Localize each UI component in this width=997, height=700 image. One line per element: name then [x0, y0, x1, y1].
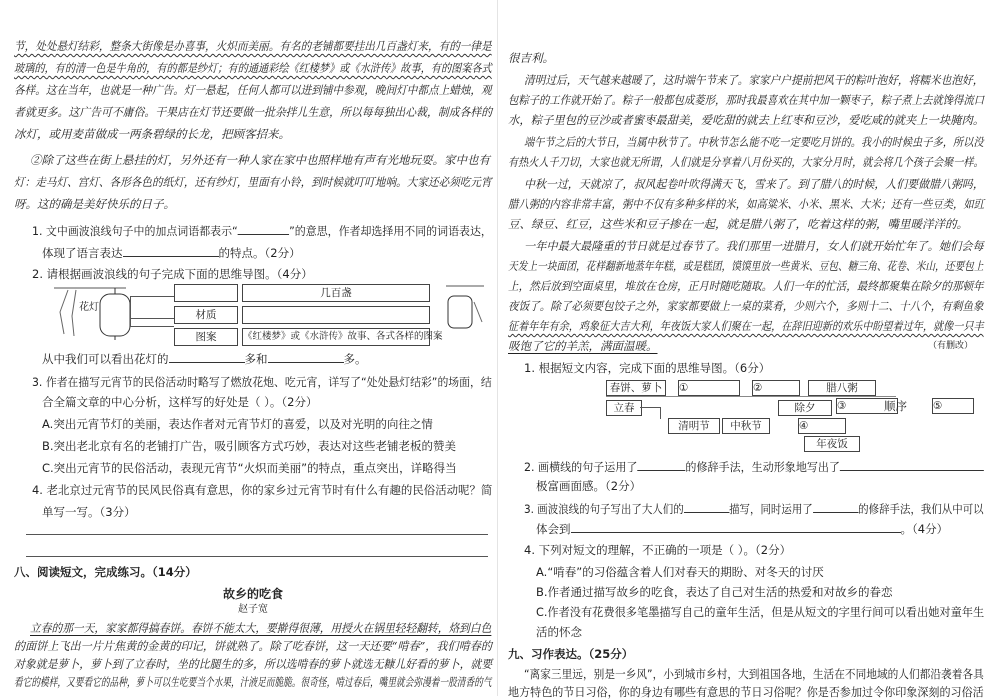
question-3-line2: 合全篇文章的中心分析，这样写的好处是（ ）。（2分） — [42, 395, 318, 409]
section-9-heading: 九、习作表达。（25分） — [508, 647, 634, 661]
passage-line: 节，处处悬灯结彩，整条大街像是办喜事，火炽而美丽。有名的老铺都要挂出几百盏灯来，有的一律是 — [14, 39, 492, 53]
question-2-line2: 极富画面感。（2分） — [536, 479, 642, 493]
festival-box: 中秋节 — [722, 418, 770, 434]
essay-line: 中秋一过，天就凉了，叔风起卷叶吹得满天飞，雪来了。到了腊八的时候，人们要做腊八粥吗， — [524, 177, 984, 191]
question-3-line2 — [536, 520, 948, 537]
essay-line: 包粽子的工作就开始了。粽子一般都包成菱形，那时我最喜欢在其中加一颗枣子，粽子煮上去就馋得流口 — [508, 93, 985, 107]
essay-title: 故乡的吃食 — [222, 587, 283, 601]
source-note: （有删改） — [928, 341, 974, 351]
underlined-text: 立春的那一天，家家都得搞春饼。春饼不能太大，要擀得很薄，用授火在锅里轻轻翻转，烙到白色 — [30, 621, 492, 635]
question-text: 从中我们可以看出花灯的 — [42, 352, 169, 366]
connector — [606, 396, 896, 397]
essay-line — [30, 620, 491, 636]
answer-blank[interactable] — [813, 500, 858, 513]
connector — [130, 318, 174, 319]
underlined-text: 吸饱了它的羊羔，满面温暖。 — [508, 339, 658, 353]
essay-line: 很吉利。 — [508, 51, 554, 65]
essay-line: 对象就是萝卜，萝卜到了立春时，坐的比腿生的多，所以选啃春的萝卜就选无糠儿好看的萝卜，就要 — [14, 657, 493, 671]
mindmap-material-box: 材质 — [174, 306, 238, 324]
order-label: 顺序 — [884, 399, 907, 413]
festival-box: 立春 — [606, 400, 642, 416]
lantern-label: 花灯 — [79, 302, 99, 313]
question-text: 的特点。（2分） — [218, 246, 301, 260]
food-blank-box[interactable]: ① — [678, 380, 740, 396]
question-text: 体会到 — [536, 522, 571, 536]
essay-line: 腊八粥的内容非常丰富，粥中不仅有多种多样的米，如高粱米、小米、黑米、大米；还有一些豆类，如豇 — [508, 197, 985, 211]
composition-line: “离家三里远，别是一乡风”，小到城市乡村，大到祖国各地，生活在不同地域的人们都沿袭着各具 — [524, 667, 984, 681]
connector — [130, 326, 174, 327]
option-a[interactable]: A.“啃春”的习俗蕴含着人们对春天的期盼、对冬天的讨厌 — [536, 565, 824, 579]
mindmap-design-box: 图案 — [174, 328, 238, 346]
page-fold — [497, 0, 498, 696]
passage-line: ②除了这些在街上悬挂的灯，另外还有一种人家在家中也照样地有声有光地玩耍。家中也有 — [30, 153, 490, 167]
question-text: 。（4分） — [900, 522, 949, 536]
answer-blank[interactable] — [123, 244, 219, 257]
question-text: 体现了语言表达 — [42, 246, 123, 260]
essay-line: 清明过后，天气越来越暖了，这时端午节来了。家家户户提前把风干的粽叶泡好，将糯米也泡好， — [524, 73, 984, 87]
answer-line[interactable] — [26, 534, 488, 535]
festival-box: 除夕 — [778, 400, 832, 416]
option-c[interactable]: C.突出元宵节的民俗活动，表现元宵节“火炽而美丽”的特点，重点突出，详略得当 — [42, 461, 457, 475]
answer-blank[interactable] — [169, 350, 245, 363]
question-text: 1. 文中画波浪线句子中的加点词语都表示“ — [32, 224, 238, 238]
essay-line: 天发上一块面团，花样翻新地蒸年年糕，或是糕团，馍馍里放一些黄米、豆包、糖三角、花卷、米山，还要包上 — [508, 259, 984, 273]
festival-box: 年夜饭 — [804, 436, 860, 452]
option-c[interactable]: C.作者没有花费很多笔墨描写自己的童年生活，但是从短文的字里行间可以看出她对童年生 — [536, 605, 985, 619]
passage-line: 者就更多。这广告可不庸俗。干果店在灯节还要做一批杂拌儿生意，所以每每独出心裁，制成各样的 — [14, 105, 493, 119]
passage-line: 玻璃的，有的清一色是牛角的，有的都是纱灯；有的通通彩绘《红楼梦》或《水浒传》故事，有的图案各式 — [14, 61, 492, 75]
question-2 — [524, 458, 984, 475]
connector — [130, 296, 131, 326]
essay-line: 上，然后放到空面桌里，堆放在仓房，正月时随吃随取。人们一年的忙活，最终都聚集在除夕的那顿年 — [508, 279, 984, 293]
food-blank-box[interactable]: ② — [752, 380, 800, 396]
section-8-heading: 八、阅读短文，完成练习。（14分） — [14, 565, 197, 579]
question-text: 3. 画波浪线的句子写出了大人们的 — [524, 502, 684, 516]
essay-line: 水，粽子里包的豆沙或者蜜枣最甜美，爱吃甜的就去上红枣和豆沙，爱吃咸的就夹上一块腌肉。 — [508, 113, 985, 127]
option-c-line2: 活的怀念 — [536, 625, 582, 639]
question-text: 的修辞手法，我们从中可以 — [858, 502, 984, 516]
question-4-line2: 单写一写。（3分） — [42, 505, 136, 519]
mindmap-blank-box[interactable] — [174, 284, 238, 302]
essay-line: 一年中最大最隆重的节日就是过春节了。我们那里一进腊月，女人们就开始忙年了。她们会每 — [524, 239, 984, 253]
option-b[interactable]: B.作者通过描写故乡的吃食，表达了自己对生活的热爱和对故乡的眷恋 — [536, 585, 893, 599]
option-a[interactable]: A.突出元宵节灯的美丽，表达作者对元宵节灯的喜爱，以及对光明的向往之情 — [42, 417, 433, 431]
composition-line: 地方特色的节日习俗，你的身边有哪些有意思的节日习俗呢？你是否参加过令你印象深刻的习俗活 — [508, 685, 984, 699]
essay-line — [508, 338, 658, 354]
festival-box: 清明节 — [668, 418, 720, 434]
passage-line: 灯：走马灯、宫灯、各形各色的纸灯，还有纱灯，里面有小铃，到时候就叮叮地响。大家还必须吃元宵 — [14, 175, 492, 189]
essay-line: 豆、绿豆、红豆，这些米和豆子掺在一起，就是腊八粥了，吃着这样的粥，嘴里暖洋洋的。 — [508, 217, 968, 231]
connector — [130, 296, 174, 297]
question-1: 1. 根据短文内容，完成下面的思维导图。（6分） — [524, 361, 771, 375]
answer-blank[interactable] — [238, 222, 289, 235]
answer-blank[interactable] — [840, 458, 984, 471]
passage-line: 冰灯，或用麦苗做成一两条碧绿的长龙，把顾客招来。 — [14, 127, 290, 141]
mindmap-design-value: 《红楼梦》或《水浒传》故事、各式各样的图案 — [242, 328, 430, 346]
question-text: 描写，同时运用了 — [729, 502, 813, 516]
essay-line: 征着年年有余，鸡象征大吉大利，年夜饭大家人们聚在一起，在辞旧迎新的欢乐中盼望着过年，就像一只丰 — [508, 319, 984, 333]
mindmap-top-box: 几百盏 — [242, 284, 430, 302]
question-4: 4. 下列对短文的理解，不正确的一项是（ ）。（2分） — [524, 543, 792, 557]
option-b[interactable]: B.突出老北京有名的老铺打广告，吸引顾客方式巧妙，表达对这些老铺老板的赞美 — [42, 439, 457, 453]
essay-line: 的面饼上飞出一片片焦黄的金黄的印记，饼就熟了。除了吃春饼，这一天还要“啃春”，我们啃春的 — [14, 639, 492, 653]
food-box: 腊八粥 — [808, 380, 876, 396]
passage-line: 呀。这的确是美好快乐的日子。 — [14, 197, 175, 211]
answer-blank[interactable] — [637, 458, 685, 471]
answer-line[interactable] — [26, 556, 488, 557]
question-3: 3. 作者在描写元宵节的民俗活动时略写了燃放花炮、吃元宵，详写了“处处悬灯结彩”的场面，结 — [32, 375, 492, 389]
question-1-line2 — [42, 244, 301, 261]
question-2: 2. 请根据画波浪线的句子完成下面的思维导图。（4分） — [32, 267, 313, 281]
question-1 — [32, 222, 492, 239]
connector — [660, 407, 661, 419]
question-text: 的修辞手法，生动形象地写出了 — [685, 460, 840, 474]
answer-blank[interactable] — [684, 500, 729, 513]
essay-line: 夜饭了。除了必须要包饺子之外，家家都要做上一桌的菜肴，少则六个，多则十二、十八个，有剩鱼象 — [508, 299, 984, 313]
question-2-tail — [42, 350, 367, 367]
festival-blank-box[interactable]: ④ — [798, 418, 846, 434]
answer-blank[interactable] — [268, 350, 344, 363]
answer-blank[interactable] — [571, 520, 901, 533]
question-text: 2. 画横线的句子运用了 — [524, 460, 638, 474]
food-blank-box[interactable]: ③ — [836, 398, 898, 414]
essay-line: 有热火人千刀切，大家也就无所谓，人们就是分享着八月份买的，大家分月时，就会将几个孩子会聚一样。 — [508, 155, 984, 169]
festival-blank-box[interactable]: ⑤ — [932, 398, 974, 414]
essay-author: 赵子宽 — [238, 604, 268, 615]
food-box: 春饼、萝卜 — [606, 380, 666, 396]
question-3 — [524, 500, 984, 517]
question-text: 多。 — [343, 352, 367, 366]
mindmap-blank-box[interactable] — [242, 306, 430, 324]
essay-line: 端午节之后的大节日，当属中秋节了。中秋节怎么能不吃一定要吃月饼的。我小的时候虫子多，所以没 — [524, 135, 984, 149]
question-text: ”的意思，作者却选择用不同的词语表达， — [289, 224, 492, 238]
question-text: 多和 — [244, 352, 268, 366]
passage-line: 各样。这在当年，也就是一种广告。灯一悬起，任何人都可以进到铺中参观，晚间灯中都点上蜡烛，观 — [14, 83, 492, 97]
connector — [640, 407, 660, 408]
question-4: 4. 老北京过元宵节的民风民俗真有意思，你的家乡过元宵节时有什么有趣的民俗活动呢？简 — [32, 483, 493, 497]
essay-line: 看它的模样，又要看它的品种，萝卜可以生吃要当个水果，汁液足而脆脆。很奇怪，啃过春后，嘴里就会弥漫着一股清香的气 — [14, 675, 492, 689]
